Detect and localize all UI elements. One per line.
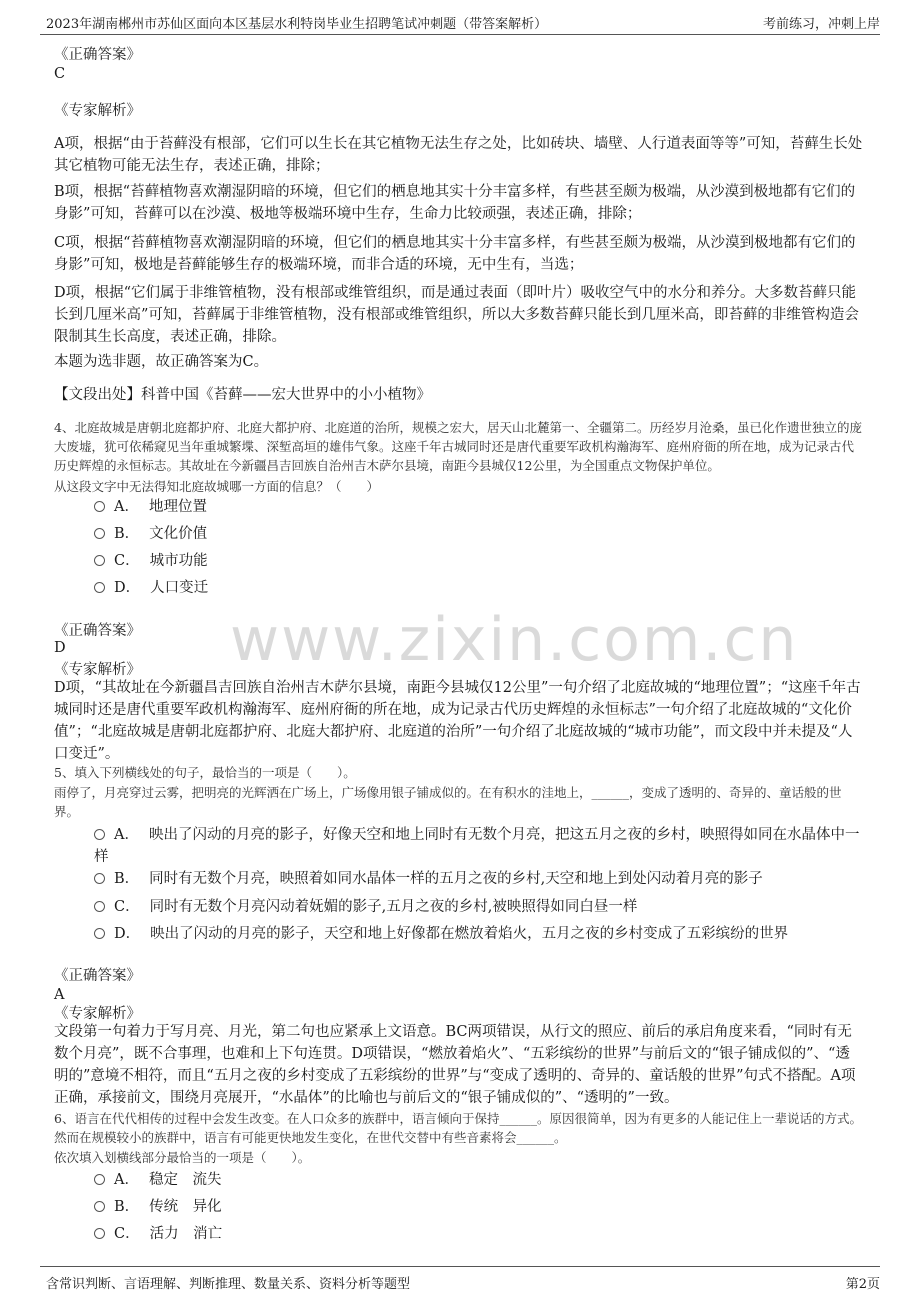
page-footer (40, 1266, 880, 1297)
radio-icon[interactable] (94, 1228, 105, 1239)
radio-icon[interactable] (94, 829, 105, 840)
q6-option-c[interactable] (94, 1223, 864, 1245)
radio-icon[interactable] (94, 873, 105, 884)
option-letter: C． (114, 553, 140, 569)
q6-option-a[interactable] (94, 1169, 864, 1191)
q4-answer-label: 《正确答案》 (54, 623, 141, 639)
option-text: 映出了闪动的月亮的影子，好像天空和地上同时有无数个月亮，把这五月之夜的乡村，映照得如同在水晶体中一样 (94, 827, 860, 865)
option-letter: C． (114, 1226, 140, 1242)
option-text: 映出了闪动的月亮的影子，天空和地上好像都在燃放着焰火，五月之夜的乡村变成了五彩缤纷的世界 (150, 926, 789, 942)
page-header (40, 8, 880, 35)
q6-stem: 6、语言在代代相传的过程中会发生改变。在人口众多的族群中，语言倾向于保持______。原因很简单，因为有更多的人能记住上一辈说话的方式。然而在规模较小的族群中，语言有可能更快地发生变化，在世代交替中有些音素将会______。 (54, 1111, 862, 1145)
option-text: 同时有无数个月亮，映照着如同水晶体一样的五月之夜的乡村,天空和地上到处闪动着月亮的影子 (149, 871, 763, 887)
q6-question: 依次填入划横线部分最恰当的一项是（ ）。 (54, 1150, 311, 1165)
q5-option-a[interactable] (94, 824, 864, 868)
q3-analysis-a: A项，根据“由于苔藓没有根部，它们可以生长在其它植物无法生存之处，比如砖块、墙壁、人行道表面等等”可知，苔藓生长处其它植物可能无法生存，表述正确，排除； (54, 136, 863, 174)
q3-analysis-label: 《专家解析》 (54, 103, 141, 119)
q4-option-c[interactable] (94, 550, 864, 572)
radio-icon[interactable] (94, 501, 105, 512)
option-text: 文化价值 (149, 526, 208, 542)
option-text: 人口变迁 (150, 580, 209, 596)
radio-icon[interactable] (94, 901, 105, 912)
option-text: 同时有无数个月亮闪动着妩媚的影子,五月之夜的乡村,被映照得如同白昼一样 (149, 899, 638, 915)
q5-answer-label: 《正确答案》 (54, 968, 141, 984)
option-text: 活力 消亡 (149, 1226, 223, 1242)
q5-stem: 5、填入下列横线处的句子，最恰当的一项是（ ）。 (54, 765, 356, 780)
option-text: 传统 异化 (149, 1199, 222, 1215)
radio-icon[interactable] (94, 928, 105, 939)
q4-analysis: D项，“其故址在今新疆昌吉回族自治州吉木萨尔县境，南距今县城仅12公里”一句介绍了北庭故城的“地理位置”；“这座千年古城同时还是唐代重要军政机构瀚海军、庭州府衙的所在地，成为记录古代历史辉煌的永恒标志”一句介绍了北庭故城的“文化价值”；“北庭故城是唐朝北庭都护府、北庭大都护府、北庭道的治所”一句介绍了北庭故城的“城市功能”，而文段中并未提及“人口变迁”。 (54, 680, 861, 762)
q3-answer-label: 《正确答案》 (54, 47, 141, 63)
radio-icon[interactable] (94, 1174, 105, 1185)
q4-question: 从这段文字中无法得知北庭故城哪一方面的信息？（ ） (54, 479, 380, 494)
q5-analysis-label: 《专家解析》 (54, 1006, 141, 1022)
option-letter: A． (114, 827, 139, 843)
q4-answer: D (54, 640, 66, 656)
watermark: www.zixin.com.cn (230, 605, 799, 675)
q4-analysis-label: 《专家解析》 (54, 662, 141, 678)
option-letter: D． (114, 580, 141, 596)
option-letter: C． (114, 899, 140, 915)
q5-option-d[interactable] (94, 923, 864, 945)
radio-icon[interactable] (94, 582, 105, 593)
q5-analysis: 文段第一句着力于写月亮、月光，第二句也应紧承上文语意。BC两项错误，从行文的照应、前后的承启角度来看，“同时有无数个月亮”，既不合事理，也难和上下句连贯。D项错误，“燃放着焰火”、“五彩缤纷的世界”与前后文的“银子铺成似的”、“透明的”意境不相符，而且“五月之夜的乡村变成了五彩缤纷的世界”与“变成了透明的、奇异的、童话般的世界”句式不搭配。A项正确，承接前文，围绕月亮展开，“水晶体”的比喻也与前后文的“银子铺成似的”、“透明的”一致。 (54, 1024, 856, 1106)
option-text: 稳定 流失 (148, 1172, 222, 1188)
q3-answer: C (54, 66, 66, 82)
option-letter: B． (114, 526, 140, 542)
option-letter: D． (114, 926, 141, 942)
option-letter: A． (114, 499, 139, 515)
document-title: 2023年湖南郴州市苏仙区面向本区基层水利特岗毕业生招聘笔试冲刺题（带答案解析） (46, 17, 548, 32)
q5-option-c[interactable] (94, 896, 864, 918)
q3-source: 【文段出处】科普中国《苔藓——宏大世界中的小小植物》 (54, 387, 431, 403)
radio-icon[interactable] (94, 555, 105, 566)
q3-analysis-b: B项，根据“苔藓植物喜欢潮湿阴暗的环境，但它们的栖息地其实十分丰富多样，有些甚至颇为极端，从沙漠到极地都有它们的身影”可知，苔藓可以在沙漠、极地等极端环境中生存，生命力比较顽强，表述正确，排除； (54, 184, 856, 222)
q4-stem: 4、北庭故城是唐朝北庭都护府、北庭大都护府、北庭道的治所，规模之宏大，居天山北麓第一、全疆第二。历经岁月沧桑，虽已化作遗世独立的庞大废墟，犹可依稀窥见当年重城繁堞、深堑高垣的雄伟气象。这座千年古城同时还是唐代重要军政机构瀚海军、庭州府衙的所在地，成为记录古代历史辉煌的永恒标志。其故址在今新疆昌吉回族自治州吉木萨尔县境，南距今县城仅12公里，为全国重点文物保护单位。 (54, 420, 862, 473)
q5-answer: A (54, 987, 65, 1003)
q4-option-a[interactable] (94, 496, 864, 518)
option-letter: B． (114, 1199, 140, 1215)
q5-option-b[interactable] (94, 868, 864, 890)
option-letter: A． (114, 1172, 139, 1188)
q4-option-b[interactable] (94, 523, 864, 545)
q4-option-d[interactable] (94, 577, 864, 599)
option-letter: B． (114, 871, 140, 887)
option-text: 地理位置 (148, 499, 207, 515)
radio-icon[interactable] (94, 528, 105, 539)
q5-passage: 雨停了，月亮穿过云雾，把明亮的光辉洒在广场上，广场像用银子铺成似的。在有积水的洼地上，______，变成了透明的、奇异的、童话般的世界。 (54, 785, 842, 819)
q6-option-b[interactable] (94, 1196, 864, 1218)
q3-analysis-c: C项，根据“苔藓植物喜欢潮湿阴暗的环境，但它们的栖息地其实十分丰富多样，有些甚至颇为极端，从沙漠到极地都有它们的身影”可知，极地是苔藓能够生存的极端环境，而非合适的环境，无中生有，当选； (54, 235, 856, 273)
q3-analysis-d: D项，根据“它们属于非维管植物，没有根部或维管组织，而是通过表面（即叶片）吸收空气中的水分和养分。大多数苔藓只能长到几厘米高”可知，苔藓属于非维管植物，没有根部或维管组织，所以大多数苔藓只能长到几厘米高，即苔藓的非维管构造会限制其生长高度，表述正确，排除。 (54, 285, 859, 345)
q3-conclusion: 本题为选非题，故正确答案为C。 (54, 354, 269, 370)
option-text: 城市功能 (149, 553, 208, 569)
radio-icon[interactable] (94, 1201, 105, 1212)
footer-subjects: 含常识判断、言语理解、判断推理、数量关系、资料分析等题型 (46, 1277, 411, 1292)
page-number: 第2页 (845, 1277, 880, 1292)
header-slogan: 考前练习，冲刺上岸 (762, 17, 880, 32)
